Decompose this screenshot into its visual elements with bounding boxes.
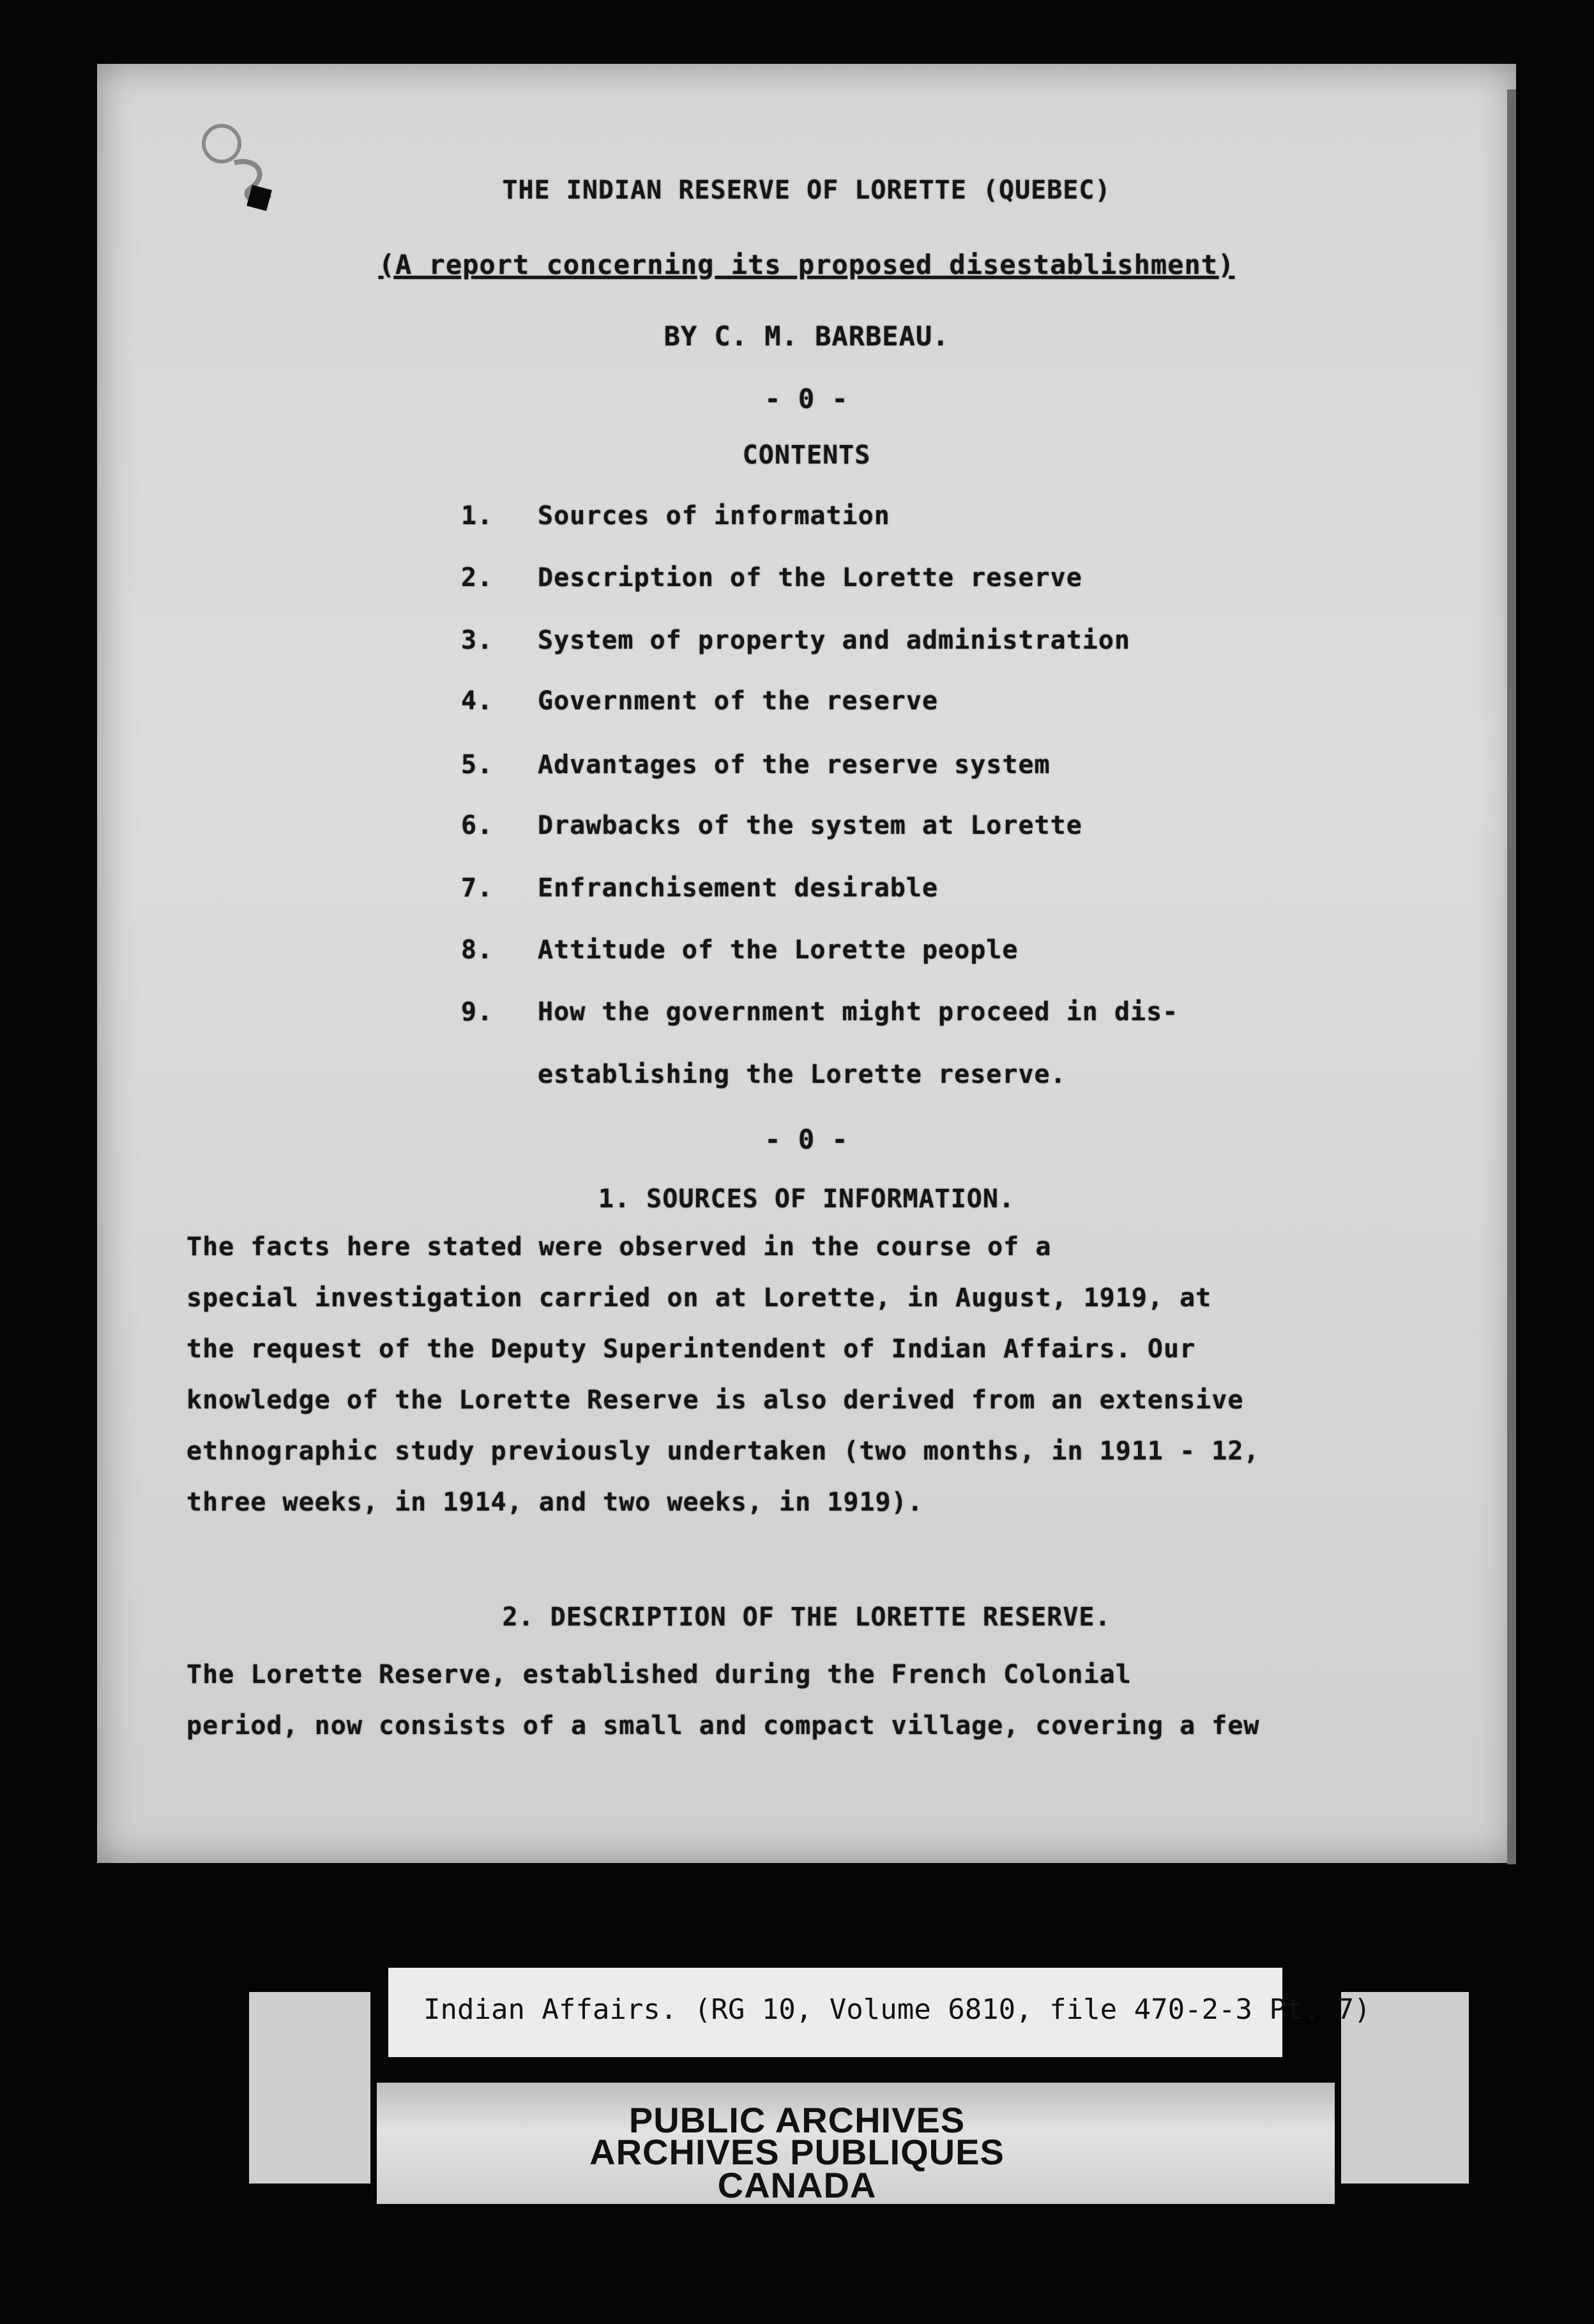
paragraph-line: period, now consists of a small and compact village, covering a few xyxy=(186,1711,1260,1740)
toc-item: 2. Description of the Lorette reserve xyxy=(461,563,1082,592)
section-separator: - 0 - xyxy=(764,383,849,414)
document-title: THE INDIAN RESERVE OF LORETTE (QUEBEC) xyxy=(502,176,1111,205)
toc-item: 8. Attitude of the Lorette people xyxy=(461,935,1019,965)
archive-stamp-line: CANADA xyxy=(717,2165,877,2205)
toc-item: 6. Drawbacks of the system at Lorette xyxy=(461,811,1082,840)
archive-stamp-line: ARCHIVES PUBLIQUES xyxy=(589,2132,1005,2172)
document-page xyxy=(97,64,1516,1863)
document-subtitle: (A report concerning its proposed disestablishment) xyxy=(378,249,1235,280)
paragraph-line: the request of the Deputy Superintendent of Indian Affairs. Our xyxy=(186,1334,1196,1364)
contents-heading: CONTENTS xyxy=(742,441,871,470)
paragraph-line: knowledge of the Lorette Reserve is also derived from an extensive xyxy=(186,1385,1244,1415)
toc-item: 1. Sources of information xyxy=(461,501,890,531)
paragraph-line: ethnographic study previously undertaken (two months, in 1911 - 12, xyxy=(186,1437,1260,1466)
paragraph-line: The facts here stated were observed in the course of a xyxy=(186,1232,1052,1262)
toc-item: 3. System of property and administration xyxy=(461,626,1131,655)
section-heading: 2. DESCRIPTION OF THE LORETTE RESERVE. xyxy=(502,1603,1111,1632)
paragraph-line: The Lorette Reserve, established during the French Colonial xyxy=(186,1660,1132,1689)
paragraph-line: special investigation carried on at Lorette, in August, 1919, at xyxy=(186,1283,1212,1313)
section-separator: - 0 - xyxy=(764,1124,849,1155)
paragraph-line: three weeks, in 1914, and two weeks, in 1919). xyxy=(186,1488,923,1517)
archive-reference-label xyxy=(388,1968,1371,2057)
archive-reference-text: Indian Affairs. (RG 10, Volume 6810, file 470-2-3 Pt. 7) xyxy=(423,1993,1371,2026)
page-edge-shadow xyxy=(1507,89,1516,1864)
toc-item: 4. Government of the reserve xyxy=(461,686,939,716)
toc-item: 5. Advantages of the reserve system xyxy=(461,750,1051,780)
archive-stamp-line: PUBLIC ARCHIVES xyxy=(628,2100,966,2140)
author-byline: BY C. M. BARBEAU. xyxy=(664,321,950,352)
toc-item: 9. How the government might proceed in dis- xyxy=(461,997,1179,1027)
toc-item: 7. Enfranchisement desirable xyxy=(461,873,939,903)
toc-item-continuation: establishing the Lorette reserve. xyxy=(538,1060,1066,1089)
section-heading: 1. SOURCES OF INFORMATION. xyxy=(598,1184,1015,1214)
